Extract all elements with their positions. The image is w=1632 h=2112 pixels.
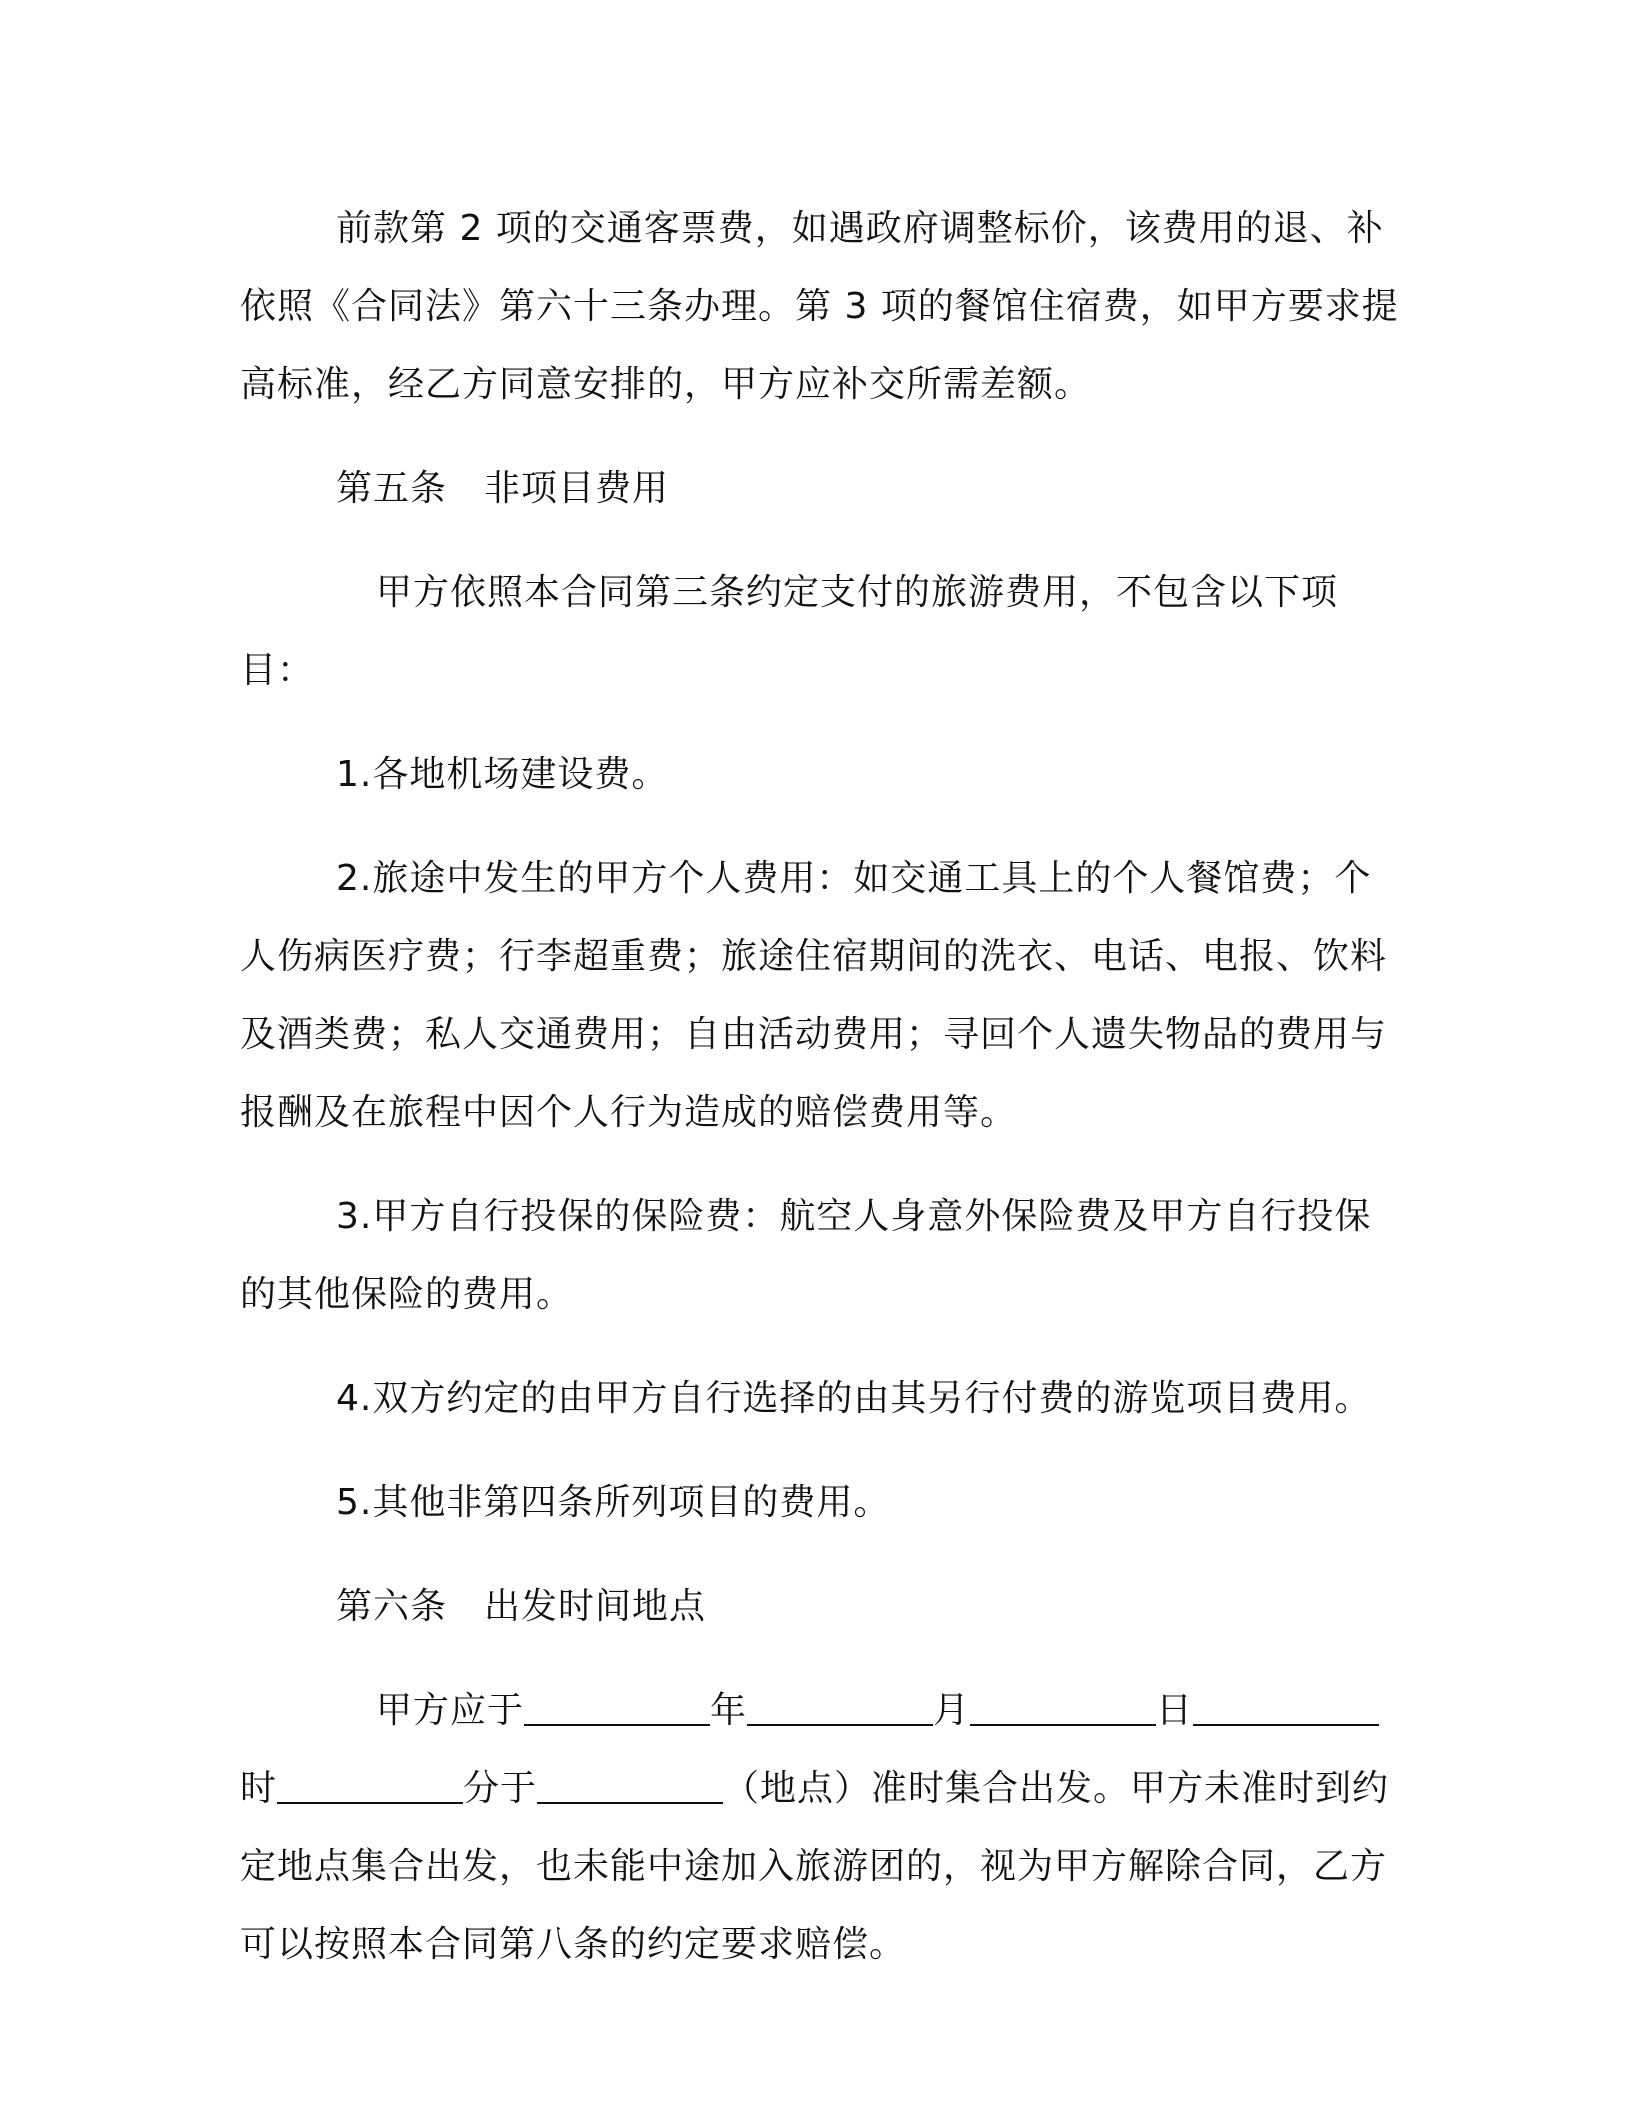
day-label: 日 [1156, 1690, 1194, 1731]
document-page [240, 190, 1400, 1984]
paragraph-ticket-fee: 前款第 2 项的交通客票费，如遇政府调整标价，该费用的退、补依照《合同法》第六十三条办理。第 3 项的餐馆住宿费，如甲方要求提高标准，经乙方同意安排的，甲方应补交所需差额。 [240, 208, 1399, 405]
list-item-2: 2.旅途中发生的甲方个人费用：如交通工具上的个人餐馆费；个人伤病医疗费；行李超重费；旅途住宿期间的洗衣、电话、电报、饮料及酒类费；私人交通费用；自由活动费用；寻回个人遗失物品的费用与报酬及在旅程中因个人行为造成的赔偿费用等。 [240, 858, 1388, 1133]
day-blank [970, 1694, 1156, 1726]
place-blank [537, 1772, 723, 1804]
list-item-5: 5.其他非第四条所列项目的费用。 [336, 1482, 891, 1523]
minute-blank [277, 1772, 463, 1804]
departure-lead: 甲方应于 [376, 1690, 525, 1731]
month-blank [747, 1694, 933, 1726]
article-5-heading: 第五条 非项目费用 [336, 468, 670, 509]
place-text: （地点）准时集合出发。甲方未准时到约定地点集合出发，也未能中途加入旅游团的，视为甲方解除合同，乙方可以按照本合同第八条的约定要求赔偿。 [240, 1768, 1390, 1965]
paragraph-departure [240, 1672, 1400, 1984]
hour-label: 时 [240, 1768, 278, 1809]
list-item-4: 4.双方约定的由甲方自行选择的由其另行付费的游览项目费用。 [336, 1378, 1372, 1419]
month-label: 月 [933, 1690, 971, 1731]
hour-blank [1193, 1694, 1379, 1726]
minute-label: 分于 [463, 1768, 538, 1809]
year-blank [524, 1694, 710, 1726]
article-6-heading: 第六条 出发时间地点 [336, 1586, 707, 1627]
year-label: 年 [710, 1690, 748, 1731]
list-item-3: 3.甲方自行投保的保险费：航空人身意外保险费及甲方自行投保的其他保险的费用。 [240, 1196, 1372, 1315]
paragraph-excluded-intro: 甲方依照本合同第三条约定支付的旅游费用，不包含以下项目： [240, 572, 1339, 691]
list-item-1: 1.各地机场建设费。 [336, 754, 669, 795]
